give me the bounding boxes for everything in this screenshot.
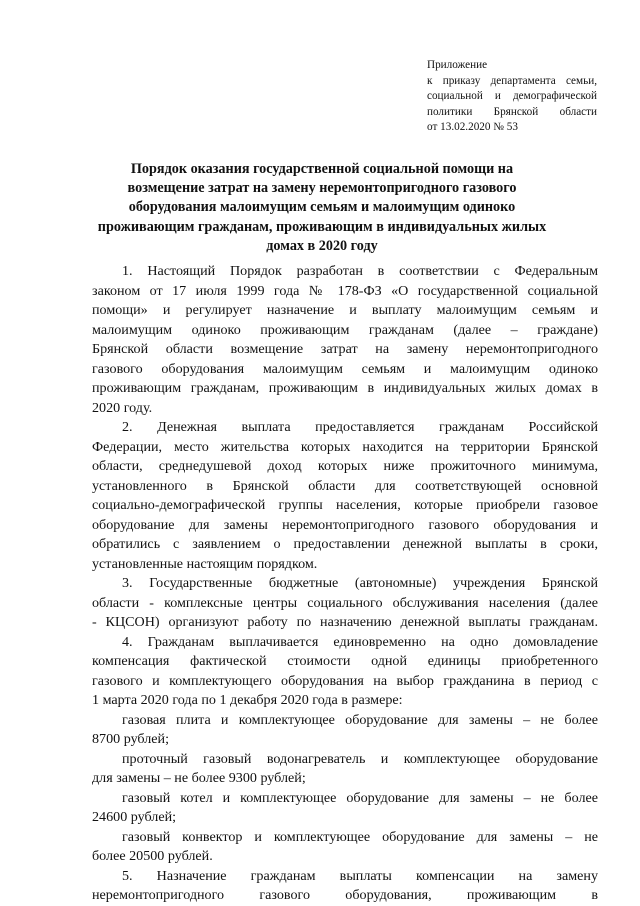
title-line: Порядок оказания государственной социальной помощи на <box>130 161 514 177</box>
document-title <box>92 160 552 256</box>
body-line: установленные настоящим порядком. <box>92 555 318 572</box>
body-line: для замены – не более 9300 рублей; <box>92 770 306 786</box>
body-line: помощи» и регулирует назначение и выплату малоимущим семьям и <box>92 302 598 318</box>
body-line: социально-демографической группы населения, которые приобрели газовое <box>92 497 598 513</box>
body-line: 5. Назначение гражданам выплаты компенсации на замену <box>122 867 598 884</box>
body-line: проточный газовый водонагреватель и комплектующее оборудование <box>122 750 598 767</box>
annex-line: политики Брянской области <box>427 105 597 118</box>
annex-line: от 13.02.2020 № 53 <box>427 121 518 134</box>
body-line: оборудование для замены неремонтопригодного газового оборудования и <box>92 516 598 533</box>
body-line: более 20500 рублей. <box>92 848 213 864</box>
annex-line: к приказу департамента семьи, <box>427 74 597 87</box>
body-line: 3. Государственные бюджетные (автономные) учреждения Брянской <box>122 575 598 591</box>
body-line: установленного в Брянской области для соответствующей основной <box>92 477 598 494</box>
body-line: газовый котел и комплектующее оборудование для замены – не более <box>122 789 598 806</box>
body-line: малоимущим одиноко проживающим гражданам (далее – граждане) <box>92 321 598 338</box>
body-line: области, среднедушевой доход которых ниже прожиточного минимума, <box>92 458 598 474</box>
body-line: компенсация фактической стоимости одной единицы приобретенного <box>92 653 598 669</box>
body-line: Федерации, место жительства которых находится на территории Брянской <box>92 438 598 455</box>
annex-line: Приложение <box>427 59 488 71</box>
body-line: 1 марта 2020 года по 1 декабря 2020 года в размере: <box>92 692 403 708</box>
body-line: 2. Денежная выплата предоставляется гражданам Российской <box>122 419 598 435</box>
title-line: проживающим гражданам, проживающим в индивидуальных жилых <box>97 218 547 235</box>
body-line: области - комплексные центры социального обслуживания населения (далее <box>92 594 598 611</box>
body-line: 2020 году. <box>92 399 153 416</box>
body-line: 24600 рублей; <box>92 809 177 825</box>
title-line: оборудования малоимущим семьям и малоимущим одиноко <box>128 199 516 216</box>
body-line: газовая плита и комплектующее оборудование для замены – не более <box>122 711 598 728</box>
body-line: 1. Настоящий Порядок разработан в соответствии с Федеральным <box>122 263 598 279</box>
body-line: газового и комплектующего оборудования на выбор гражданина в период с <box>92 672 598 689</box>
body-line: законом от 17 июля 1999 года № 178-ФЗ «О государственной социальной <box>92 282 598 299</box>
title-line: возмещение затрат на замену неремонтопригодного газового <box>127 180 517 197</box>
annex-block <box>427 58 597 136</box>
body-line: газового оборудования малоимущим семьям и малоимущим одиноко <box>92 360 598 377</box>
body-line: газовый конвектор и комплектующее оборудование для замены – не <box>122 828 598 845</box>
title-line: домах в 2020 году <box>266 237 378 254</box>
body-line: 4. Гражданам выплачивается единовременно на одно домовладение <box>122 633 598 650</box>
body-line: проживающим гражданам, проживающим в индивидуальных жилых домах в <box>92 380 598 396</box>
body-line: - КЦСОН) организуют работу по назначению денежной выплаты гражданам. <box>92 614 598 630</box>
annex-line: социальной и демографической <box>427 90 597 103</box>
document-body <box>92 262 598 906</box>
body-line: обратились с заявлением о предоставлении денежной выплаты в сроки, <box>92 536 598 552</box>
body-line: 8700 рублей; <box>92 731 169 747</box>
body-line: неремонтопригодного газового оборудования, проживающим в <box>92 887 598 903</box>
body-line: Брянской области возмещение затрат на замену неремонтопригодного <box>92 341 598 357</box>
